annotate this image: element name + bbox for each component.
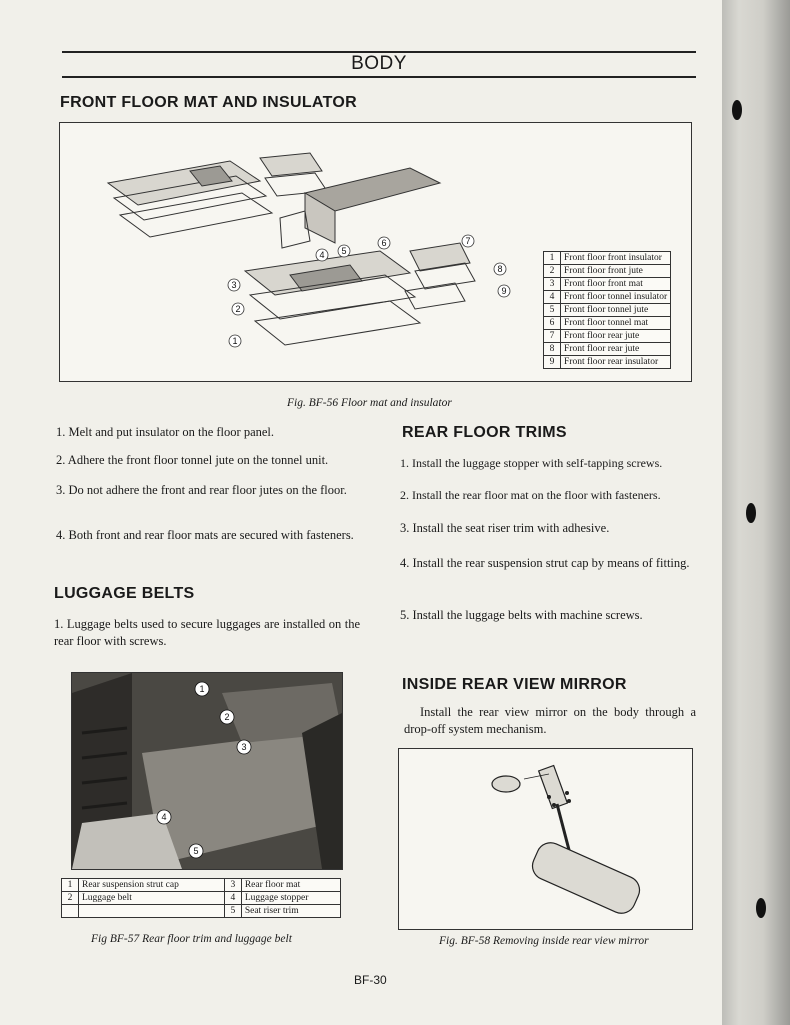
- svg-text:3: 3: [231, 280, 237, 290]
- svg-text:9: 9: [501, 286, 507, 296]
- legend-label: Seat riser trim: [241, 905, 340, 918]
- legend-label: Front floor tonnel insulator: [561, 291, 671, 304]
- fig57-legend: [61, 878, 341, 918]
- svg-text:7: 7: [465, 236, 471, 246]
- header-rule-bottom: [62, 76, 696, 78]
- step-melt-insulator: 1. Melt and put insulator on the floor panel.: [56, 425, 275, 439]
- step-luggage-belts-screws: 5. Install the luggage belts with machine screws.: [400, 608, 643, 622]
- svg-text:6: 6: [381, 238, 387, 248]
- legend-row: [544, 252, 671, 265]
- svg-text:8: 8: [497, 264, 503, 274]
- legend-number: 2: [544, 265, 561, 278]
- legend-row: [62, 892, 341, 905]
- figure-rear-floor-photo: [71, 672, 343, 870]
- legend-number: 7: [544, 330, 561, 343]
- legend-number: 4: [544, 291, 561, 304]
- legend-number: 4: [224, 892, 241, 905]
- legend-label: Front floor front mat: [561, 278, 671, 291]
- fig56-caption: Fig. BF-56 Floor mat and insulator: [287, 397, 452, 409]
- rear-view-mirror-diagram: [399, 749, 692, 929]
- legend-label: Luggage belt: [79, 892, 225, 905]
- legend-number: 5: [224, 905, 241, 918]
- binder-edge: [722, 0, 790, 1025]
- legend-label: Rear floor mat: [241, 879, 340, 892]
- legend-label: Front floor rear insulator: [561, 356, 671, 369]
- legend-row: [544, 265, 671, 278]
- binder-hole: [746, 503, 756, 523]
- step-front-rear-jutes: 3. Do not adhere the front and rear floor jutes on the floor.: [56, 483, 347, 497]
- binder-hole: [756, 898, 766, 918]
- page-number: BF-30: [354, 973, 387, 987]
- legend-row: [544, 343, 671, 356]
- svg-text:2: 2: [235, 304, 241, 314]
- step-rear-floor-mat: 2. Install the rear floor mat on the floor with fasteners.: [400, 488, 661, 502]
- section-title-luggage-belts: LUGGAGE BELTS: [54, 585, 195, 602]
- legend-number: 2: [62, 892, 79, 905]
- section-title-rear-floor-trims: REAR FLOOR TRIMS: [402, 424, 567, 441]
- legend-number: 8: [544, 343, 561, 356]
- fig57-caption: Fig BF-57 Rear floor trim and luggage belt: [91, 933, 292, 945]
- legend-label: Front floor rear jute: [561, 343, 671, 356]
- rear-view-mirror-text: Install the rear view mirror on the body through a drop-off system mechanism.: [404, 705, 696, 736]
- svg-text:3: 3: [241, 742, 247, 752]
- legend-label: Front floor tonnel mat: [561, 317, 671, 330]
- section-title-front-floor: FRONT FLOOR MAT AND INSULATOR: [60, 94, 357, 111]
- svg-text:1: 1: [232, 336, 238, 346]
- figure-rear-view-mirror: [398, 748, 693, 930]
- legend-label: Front floor front jute: [561, 265, 671, 278]
- page-title: BODY: [351, 53, 407, 74]
- legend-label: Luggage stopper: [241, 892, 340, 905]
- legend-number: 1: [62, 879, 79, 892]
- section-title-rear-view-mirror: INSIDE REAR VIEW MIRROR: [402, 676, 627, 693]
- legend-number: [62, 905, 79, 918]
- legend-number: 1: [544, 252, 561, 265]
- binder-hole: [732, 100, 742, 120]
- legend-row: [544, 291, 671, 304]
- legend-label: Front floor tonnel jute: [561, 304, 671, 317]
- luggage-belts-text: 1. Luggage belts used to secure luggages are installed on the rear floor with screws.: [54, 617, 360, 648]
- legend-label: Front floor front insulator: [561, 252, 671, 265]
- step-seat-riser-trim: 3. Install the seat riser trim with adhesive.: [400, 521, 610, 535]
- legend-label: Front floor rear jute: [561, 330, 671, 343]
- legend-number: 5: [544, 304, 561, 317]
- svg-text:2: 2: [224, 712, 230, 722]
- legend-row: [62, 905, 341, 918]
- legend-number: 3: [224, 879, 241, 892]
- legend-row: [544, 356, 671, 369]
- rear-floor-photo-illustration: [72, 673, 342, 869]
- fig56-legend: [543, 251, 671, 369]
- step-luggage-stopper: 1. Install the luggage stopper with self-tapping screws.: [400, 456, 663, 470]
- legend-label: Rear suspension strut cap: [79, 879, 225, 892]
- legend-number: 9: [544, 356, 561, 369]
- legend-row: [544, 330, 671, 343]
- step-adhere-tonnel-jute: 2. Adhere the front floor tonnel jute on the tonnel unit.: [56, 453, 329, 467]
- svg-text:5: 5: [193, 846, 199, 856]
- svg-text:4: 4: [161, 812, 167, 822]
- step-mats-fasteners: 4. Both front and rear floor mats are secured with fasteners.: [56, 528, 354, 542]
- svg-text:5: 5: [341, 246, 347, 256]
- legend-row: [544, 317, 671, 330]
- legend-row: [62, 879, 341, 892]
- legend-row: [544, 278, 671, 291]
- figure-floor-mat: [59, 122, 692, 382]
- fig58-caption: Fig. BF-58 Removing inside rear view mirror: [439, 935, 649, 947]
- legend-number: 3: [544, 278, 561, 291]
- svg-text:1: 1: [199, 684, 205, 694]
- legend-label: [79, 905, 225, 918]
- svg-text:4: 4: [319, 250, 325, 260]
- step-strut-cap: 4. Install the rear suspension strut cap by means of fitting.: [400, 556, 690, 570]
- legend-number: 6: [544, 317, 561, 330]
- legend-row: [544, 304, 671, 317]
